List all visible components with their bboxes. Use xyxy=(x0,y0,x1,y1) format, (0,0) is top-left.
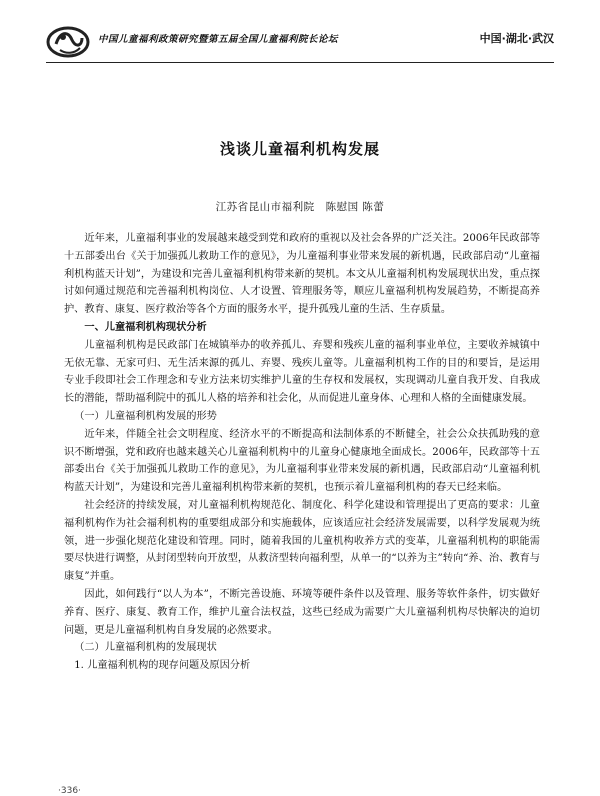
subsection-heading: （一）儿童福利机构发展的形势 xyxy=(74,410,217,422)
article-title: 浅谈儿童福利机构发展 xyxy=(219,140,380,158)
running-header xyxy=(46,20,554,64)
conference-location: 中国·湖北·武汉 xyxy=(479,32,554,45)
subsection-heading: （二）儿童福利机构的发展现状 xyxy=(74,642,217,654)
conference-title: 中国儿童福利政策研究暨第五届全国儿童福利院长论坛 xyxy=(98,34,339,45)
forum-logo-icon xyxy=(46,20,90,64)
section-heading: 一、儿童福利机构现状分析 xyxy=(84,320,207,333)
author-line: 江苏省昆山市福利院 陈慰国 陈蕾 xyxy=(215,201,385,213)
body-paragraph: 近年来，伴随全社会文明程度、经济水平的不断提高和法制体系的不断健全，社会公众扶孤助残的意识不断增强，党和政府也越来越关心儿童福利机构中的儿童身心健康地全面成长。2006年，民政部等十五部委出台《关于加强孤儿救助工作的意见》，为儿童福利事业带来发展的新机遇，民政部启动“儿童福利机构蓝天计划”，为建设和完善儿童福利机构带来新的契机，也预示着儿童福利机构的春天已经来临。 xyxy=(64,428,540,494)
header-divider xyxy=(46,62,554,63)
body-paragraph: 儿童福利机构是民政部门在城镇举办的收养孤儿、弃婴和残疾儿童的福利事业单位，主要收养城镇中无依无靠、无家可归、无生活来源的孤儿、弃婴、残疾儿童等。儿童福利机构工作的目的和要旨，是运用专业手段即社会工作理念和专业方法来切实维护儿童的生存权和发展权，实现调动儿童自我开发、自我成长的潜能，帮助福利院中的孤儿人格的培养和社会化，从而促进儿童身体、心理和人格的全面健康发展。 xyxy=(64,339,540,405)
page-number: ·336· xyxy=(58,786,81,796)
body-paragraph: 因此，如何践行“以人为本”，不断完善设施、环境等硬件条件以及管理、服务等软件条件，切实做好养育、医疗、康复、教育工作，维护儿童合法权益，这些已经成为需要广大儿童福利机构尽快解决的迫切问题，更是儿童福利机构自身发展的必然要求。 xyxy=(64,588,540,636)
article-body xyxy=(64,230,540,675)
body-paragraph: 社会经济的持续发展，对儿童福利机构规范化、制度化、科学化建设和管理提出了更高的要求：儿童福利机构作为社会福利机构的重要组成部分和实施载体，应该适应社会经济发展需要，以科学发展观为统领，进一步强化规范化建设和管理。同时，随着我国的儿童机构收养方式的变革，儿童福利机构的职能需要尽快进行调整，从封闭型转向开放型，从救济型转向福利型，从单一的“以养为主”转向“养、治、教育与康复”并重。 xyxy=(64,499,540,583)
numbered-item: 1. 儿童福利机构的现存问题及原因分析 xyxy=(74,660,251,672)
body-paragraph: 近年来，儿童福利事业的发展越来越受到党和政府的重视以及社会各界的广泛关注。2006年民政部等十五部委出台《关于加强孤儿救助工作的意见》，为儿童福利事业带来发展的新机遇，民政部启动“儿童福利机构蓝天计划”，为建设和完善儿童福利机构带来新的契机。本文从儿童福利机构发展现状出发，重点探讨如何通过规范和完善福利机构岗位、人才设置、管理服务等，顺应儿童福利机构发展趋势，不断提高养护、教育、康复、医疗救治等各个方面的服务水平，提升孤残儿童的生活、生存质量。 xyxy=(64,233,540,316)
